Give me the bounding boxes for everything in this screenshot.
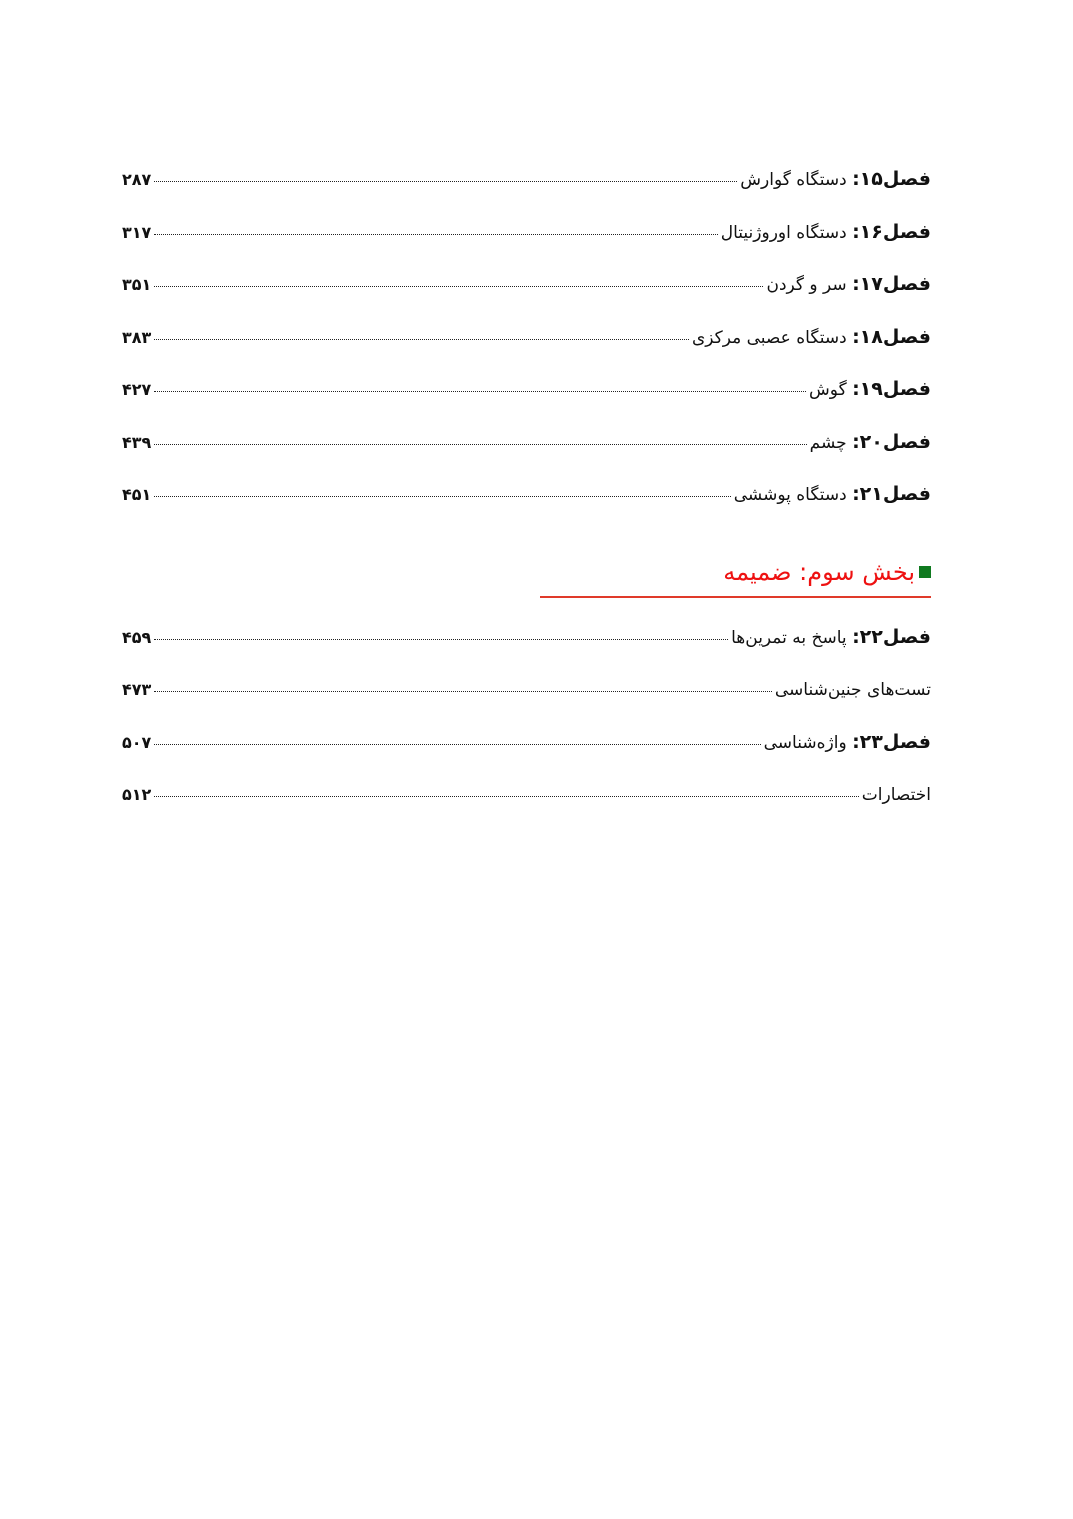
- toc-entry[interactable]: [122, 622, 931, 675]
- page-number: ۴۵۹: [122, 628, 152, 647]
- page-number: ۳۸۳: [122, 327, 152, 347]
- toc-entry[interactable]: [122, 322, 931, 375]
- toc-entry[interactable]: [122, 374, 931, 427]
- chapter-title: پاسخ به تمرین‌ها: [731, 628, 853, 648]
- chapter-title: گوش: [809, 380, 853, 400]
- dot-leader: [154, 391, 806, 392]
- chapter-number: فصل۲۰:: [852, 430, 931, 453]
- toc-entry-label: [734, 479, 931, 510]
- dot-leader: [154, 691, 772, 692]
- dot-leader: [154, 639, 728, 640]
- chapter-title: دستگاه عصبی مرکزی: [691, 327, 853, 348]
- toc-entry[interactable]: [122, 780, 931, 833]
- toc-entry-label: [692, 322, 931, 353]
- page-number: ۳۱۷: [122, 222, 152, 242]
- toc-entry[interactable]: [122, 217, 931, 270]
- dot-leader: [154, 444, 806, 445]
- toc-list-appendix: [122, 622, 931, 832]
- toc-entry[interactable]: [122, 269, 931, 322]
- chapter-number: فصل۱۸:: [852, 325, 931, 348]
- chapter-title: دستگاه اوروژنیتال: [720, 222, 853, 243]
- toc-entry-label: [775, 675, 931, 705]
- page-number: ۴۵۱: [122, 485, 152, 504]
- chapter-number: فصل۱۹:: [852, 378, 931, 400]
- chapter-number: فصل۲۳:: [852, 731, 931, 753]
- chapter-title: واژه‌شناسی: [763, 733, 853, 753]
- dot-leader: [154, 339, 689, 340]
- chapter-title: دستگاه پوششی: [733, 485, 853, 505]
- toc-entry-label: [740, 164, 931, 195]
- page-number: ۴۷۳: [122, 679, 152, 699]
- toc-entry-label: [721, 217, 931, 248]
- page-number: ۵۱۲: [122, 784, 152, 804]
- chapter-title: اختصارات: [861, 784, 931, 805]
- dot-leader: [154, 744, 760, 745]
- toc-entry[interactable]: [122, 479, 931, 532]
- chapter-title: سر و گردن: [766, 275, 853, 295]
- toc-entry-label: [862, 780, 931, 810]
- toc-entry[interactable]: [122, 675, 931, 728]
- toc-entry-label: [766, 269, 931, 300]
- dot-leader: [154, 496, 730, 497]
- toc-entry[interactable]: [122, 727, 931, 780]
- dot-leader: [154, 234, 717, 235]
- toc-entry-label: [809, 374, 931, 405]
- chapter-number: فصل۲۲:: [852, 626, 931, 648]
- chapter-number: فصل۱۵:: [852, 168, 931, 190]
- chapter-number: فصل۱۷:: [852, 273, 931, 295]
- chapter-number: فصل۱۶:: [852, 220, 931, 243]
- toc-entry[interactable]: [122, 164, 931, 217]
- page-number: ۵۰۷: [122, 733, 152, 752]
- page-number: ۳۵۱: [122, 275, 152, 294]
- page-number: ۲۸۷: [122, 170, 152, 189]
- chapter-title: چشم: [809, 432, 853, 453]
- dot-leader: [154, 181, 737, 182]
- page-number: ۴۲۷: [122, 380, 152, 399]
- section-heading: [540, 548, 931, 598]
- dot-leader: [154, 286, 763, 287]
- toc-entry-label: [810, 427, 931, 458]
- chapter-number: فصل۲۱:: [852, 483, 931, 505]
- chapter-title: دستگاه گوارش: [740, 170, 853, 190]
- page-number: ۴۳۹: [122, 432, 152, 452]
- section-title: بخش سوم: ضمیمه: [723, 558, 915, 586]
- dot-leader: [154, 796, 858, 797]
- toc-entry-label: [731, 622, 931, 653]
- square-bullet-icon: [919, 566, 931, 578]
- chapter-title: تست‌های جنین‌شناسی: [774, 679, 931, 700]
- toc-entry[interactable]: [122, 427, 931, 480]
- toc-entry-label: [764, 727, 931, 758]
- toc-list-chapters: [122, 164, 931, 532]
